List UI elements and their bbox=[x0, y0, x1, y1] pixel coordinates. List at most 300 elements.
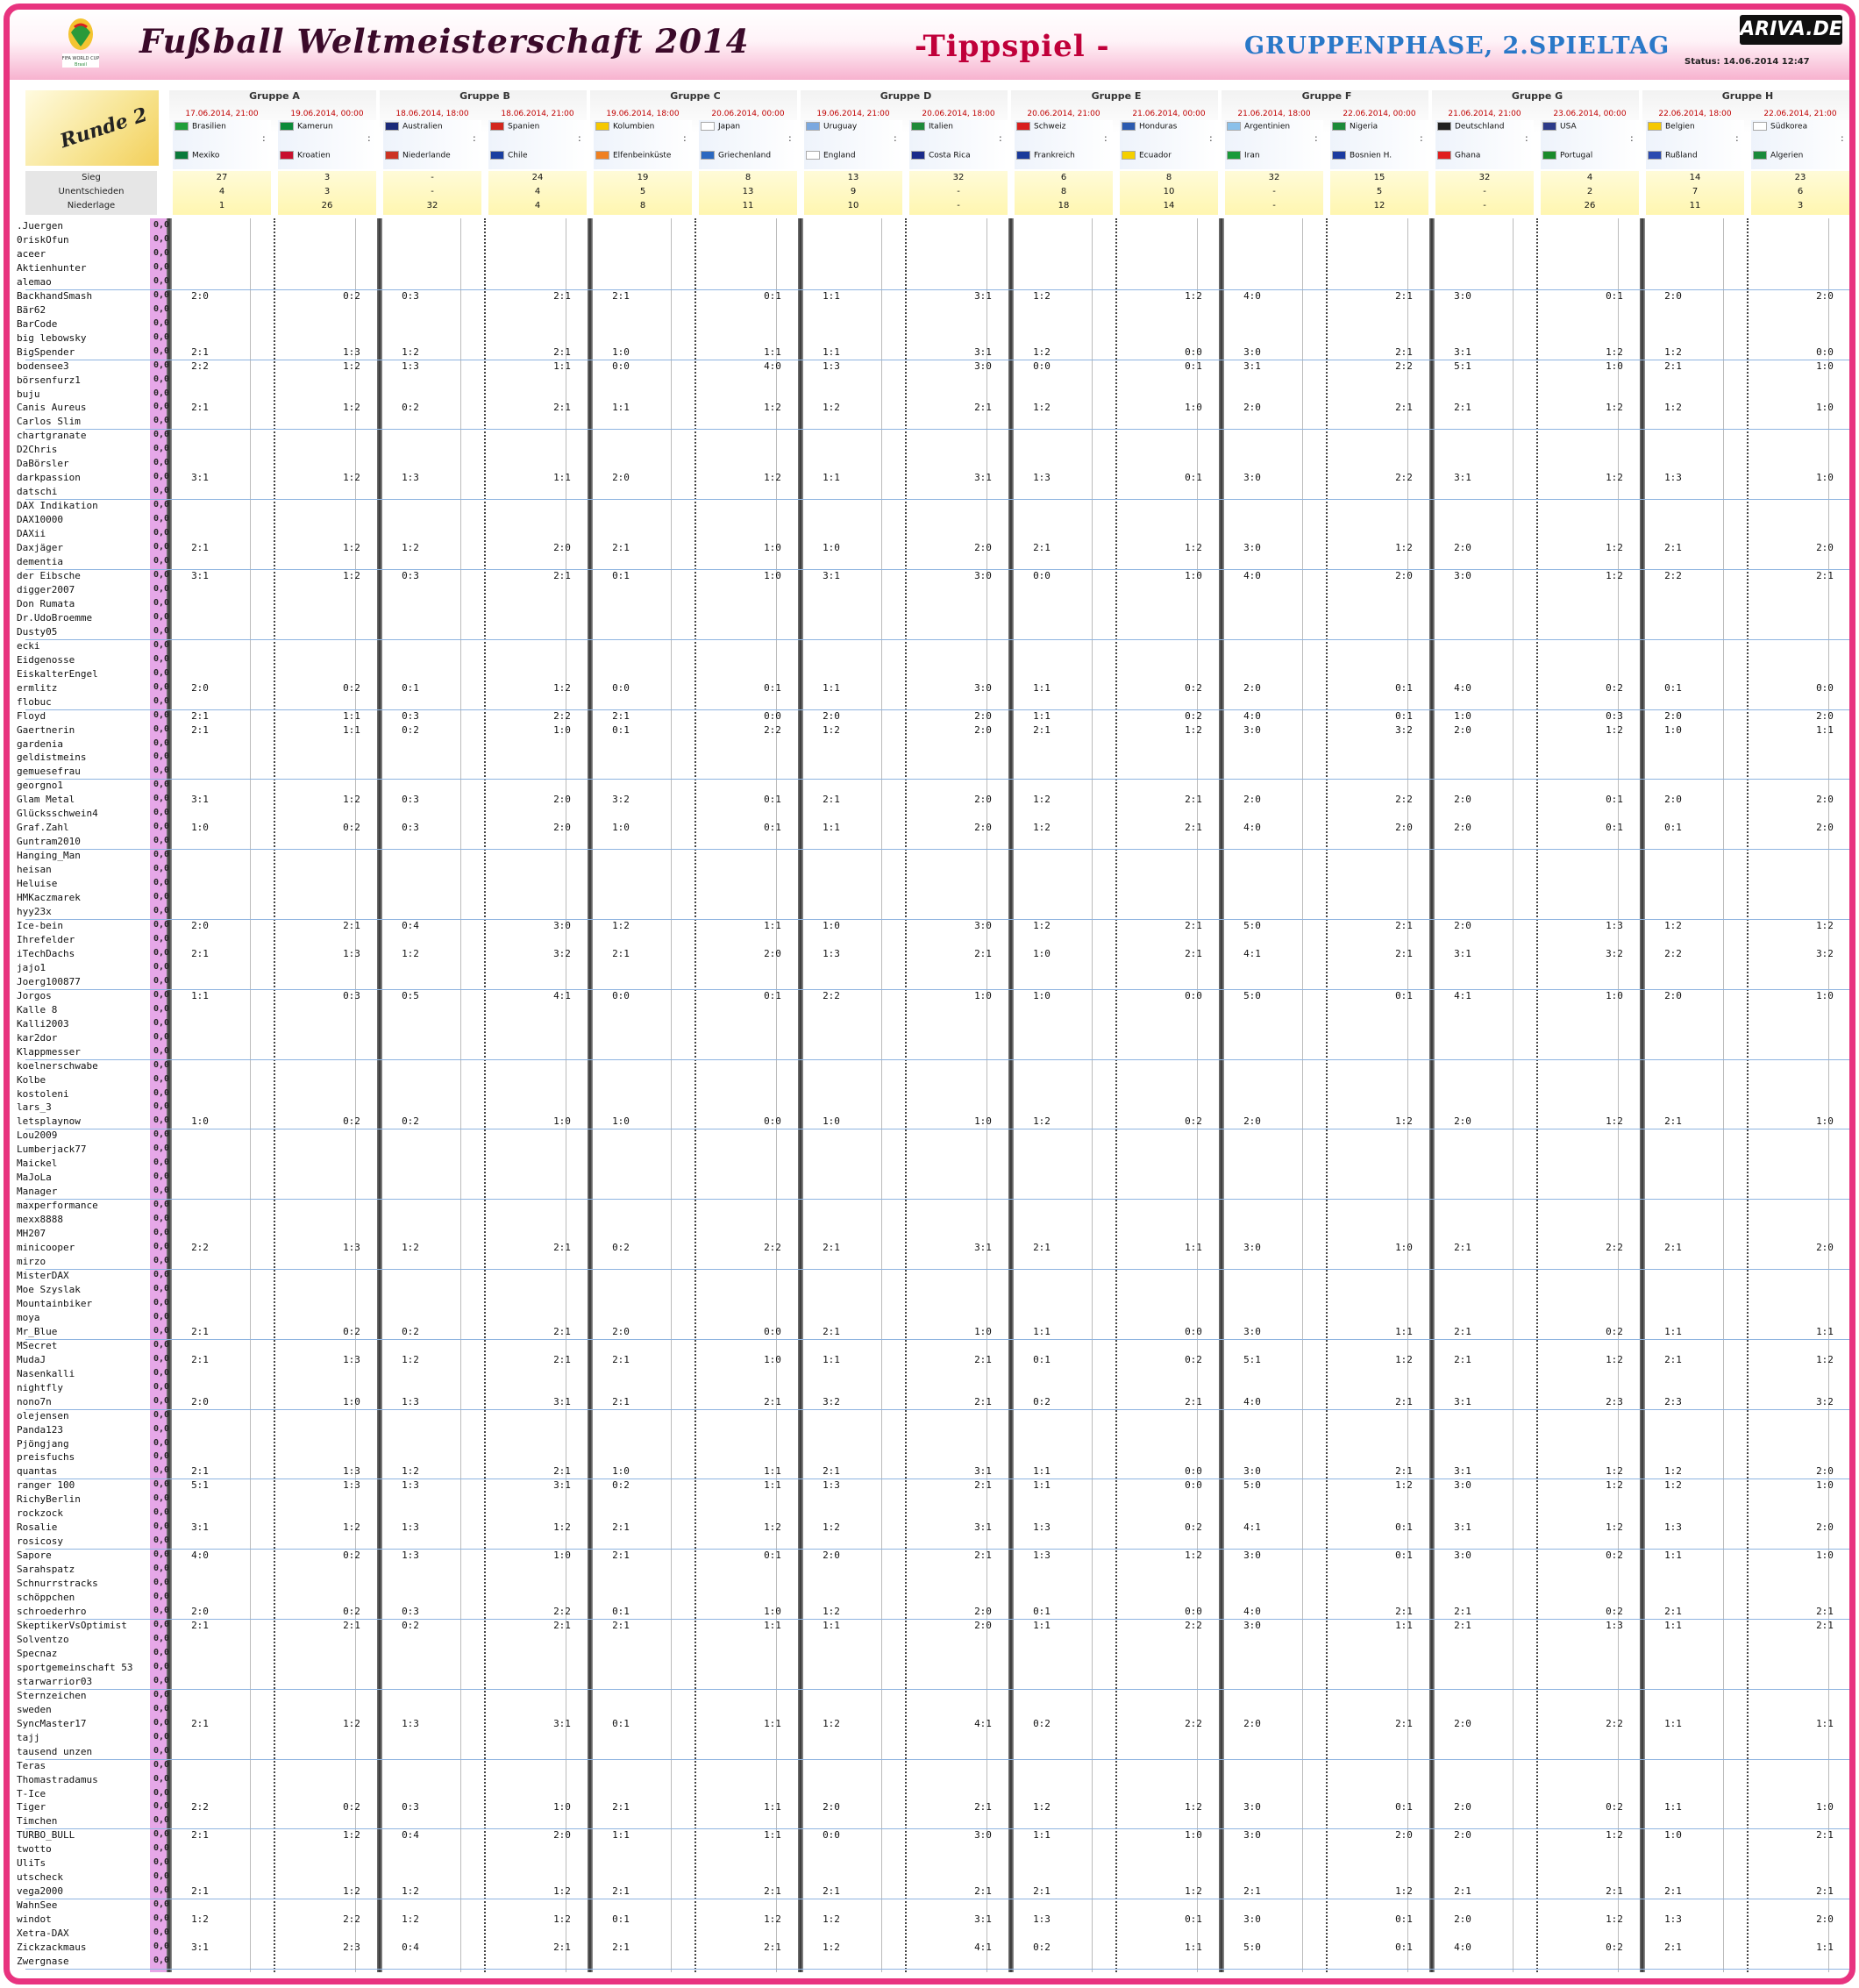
tip-cell: 1:2 bbox=[823, 1717, 840, 1729]
group-label: Gruppe C bbox=[670, 90, 721, 102]
tip-cell: 0:1 bbox=[764, 681, 781, 694]
stat-value: 6 bbox=[1060, 173, 1067, 182]
match-stats bbox=[1015, 171, 1113, 215]
tip-cell: 1:2 bbox=[1033, 1801, 1051, 1813]
stat-value: 4 bbox=[534, 201, 541, 210]
tip-cell: 2:0 bbox=[1454, 723, 1471, 736]
player-points: 0,0 bbox=[153, 430, 169, 440]
team-away: Griechenland bbox=[701, 151, 771, 163]
tip-cell: 5:1 bbox=[1454, 360, 1471, 372]
flag-icon bbox=[911, 122, 925, 131]
tip-cell: 5:0 bbox=[1243, 920, 1261, 931]
tip-cell: 2:1 bbox=[612, 1885, 630, 1898]
player-points: 0,0 bbox=[153, 1270, 169, 1279]
player-points: 0,0 bbox=[153, 374, 169, 384]
tip-cell: 0:1 bbox=[612, 1717, 630, 1729]
player-points: 0,0 bbox=[153, 822, 169, 832]
tip-cell: 0:3 bbox=[343, 989, 360, 1001]
player-name: aceer bbox=[17, 247, 46, 260]
tip-cell: 2:1 bbox=[1454, 1620, 1471, 1631]
row-separator bbox=[25, 1689, 1849, 1690]
tip-cell: 2:0 bbox=[1816, 822, 1834, 834]
tip-cell: 2:2 bbox=[1606, 1717, 1623, 1729]
column-rule bbox=[460, 218, 461, 1972]
flag-icon bbox=[1122, 151, 1136, 160]
team-away: Elfenbeinküste bbox=[595, 151, 671, 163]
player-points: 0,0 bbox=[153, 331, 169, 342]
row-separator bbox=[25, 1549, 1849, 1550]
player-points: 0,0 bbox=[153, 1815, 169, 1826]
tip-cell: 3:0 bbox=[1243, 346, 1261, 358]
row-separator bbox=[25, 1409, 1849, 1410]
tip-cell: 0:2 bbox=[343, 1325, 360, 1337]
player-name: sweden bbox=[17, 1703, 52, 1715]
player-points: 0,0 bbox=[153, 514, 169, 524]
tip-cell: 1:2 bbox=[1606, 402, 1623, 414]
stat-label-win: Sieg bbox=[82, 173, 101, 182]
team-away: Kroatien bbox=[280, 151, 331, 163]
flag-icon bbox=[701, 122, 715, 131]
player-name: darkpassion bbox=[17, 472, 81, 484]
tip-cell: 2:0 bbox=[1243, 681, 1261, 694]
player-name: olejensen bbox=[17, 1409, 69, 1422]
tip-cell: 2:0 bbox=[1816, 1913, 1834, 1926]
tip-cell: 1:2 bbox=[1185, 289, 1202, 302]
match-stats bbox=[1435, 171, 1534, 215]
tip-cell: 2:1 bbox=[191, 1465, 209, 1478]
tip-cell: 1:0 bbox=[612, 1115, 630, 1128]
tip-cell: 0:3 bbox=[1606, 709, 1623, 722]
tip-cell: 2:1 bbox=[823, 794, 840, 806]
match-stats bbox=[1330, 171, 1428, 215]
tip-cell: 2:1 bbox=[191, 1353, 209, 1365]
stat-value: 2 bbox=[1586, 187, 1593, 196]
tip-cell: 1:2 bbox=[1606, 472, 1623, 484]
tip-cell: 2:0 bbox=[612, 472, 630, 484]
tip-cell: 1:2 bbox=[402, 1913, 419, 1926]
player-points: 0,0 bbox=[153, 1759, 169, 1770]
match-date: 22.06.2014, 18:00 bbox=[1658, 110, 1732, 118]
tip-cell: 0:2 bbox=[343, 822, 360, 834]
tip-cell: 1:1 bbox=[823, 346, 840, 358]
player-points: 0,0 bbox=[153, 1311, 169, 1322]
player-points: 0,0 bbox=[153, 1801, 169, 1812]
stat-label-draw: Unentschieden bbox=[58, 187, 125, 196]
tip-cell: 0:2 bbox=[1185, 681, 1202, 694]
tip-cell: 0:2 bbox=[402, 723, 419, 736]
tip-cell: 0:2 bbox=[1185, 709, 1202, 722]
player-name: Klappmesser bbox=[17, 1045, 81, 1058]
player-name: DAX Indikation bbox=[17, 500, 98, 512]
tip-cell: 2:1 bbox=[1395, 346, 1413, 358]
tip-cell: 2:1 bbox=[823, 1242, 840, 1254]
tip-cell: 1:2 bbox=[1033, 794, 1051, 806]
tip-cell: 3:2 bbox=[1816, 1395, 1834, 1407]
tip-cell: 2:1 bbox=[1664, 1606, 1682, 1618]
player-points: 0,0 bbox=[153, 1144, 169, 1154]
player-points: 0,0 bbox=[153, 1829, 169, 1840]
tip-cell: 2:0 bbox=[974, 1606, 992, 1618]
player-name: 0riskOfun bbox=[17, 233, 69, 246]
player-name: heisan bbox=[17, 864, 52, 876]
tip-cell: 1:1 bbox=[1816, 1717, 1834, 1729]
tip-cell: 1:1 bbox=[191, 989, 209, 1001]
tip-cell: 3:1 bbox=[1454, 1521, 1471, 1534]
match-stats bbox=[1646, 171, 1744, 215]
tip-cell: 2:0 bbox=[1816, 794, 1834, 806]
player-name: digger2007 bbox=[17, 583, 75, 595]
tip-cell: 1:2 bbox=[402, 346, 419, 358]
player-points: 0,0 bbox=[153, 989, 169, 1000]
tip-cell: 1:0 bbox=[1816, 472, 1834, 484]
player-points: 0,0 bbox=[153, 947, 169, 958]
tip-cell: 1:3 bbox=[1664, 1913, 1682, 1926]
tip-cell: 3:0 bbox=[1243, 1242, 1261, 1254]
team-home: Australien bbox=[385, 122, 443, 134]
tip-cell: 2:0 bbox=[1454, 794, 1471, 806]
player-points: 0,0 bbox=[153, 1479, 169, 1490]
tip-cell: 0:0 bbox=[764, 709, 781, 722]
tip-cell: 1:0 bbox=[1454, 709, 1471, 722]
player-name: lars_3 bbox=[17, 1101, 52, 1114]
flag-icon bbox=[1753, 122, 1767, 131]
tip-cell: 1:2 bbox=[402, 1353, 419, 1365]
player-name: ecki bbox=[17, 639, 40, 652]
match-separator bbox=[694, 218, 696, 1972]
tip-cell: 3:0 bbox=[1243, 1801, 1261, 1813]
tip-cell: 2:1 bbox=[1185, 822, 1202, 834]
flag-icon bbox=[490, 151, 504, 160]
flag-icon bbox=[806, 151, 820, 160]
tip-cell: 0:0 bbox=[1185, 1606, 1202, 1618]
tip-cell: 2:1 bbox=[1816, 570, 1834, 581]
stat-value: - bbox=[1272, 201, 1276, 210]
player-points: 0,0 bbox=[153, 611, 169, 622]
player-name: Ihrefelder bbox=[17, 933, 75, 945]
player-name: Joerg100877 bbox=[17, 975, 81, 987]
tip-cell: 0:2 bbox=[1185, 1521, 1202, 1534]
column-rule bbox=[1723, 218, 1724, 1972]
player-name: Xetra-DAX bbox=[17, 1927, 69, 1940]
player-name: Solventzo bbox=[17, 1633, 69, 1645]
tip-cell: 1:1 bbox=[1664, 1550, 1682, 1562]
player-points: 0,0 bbox=[153, 1031, 169, 1042]
tip-cell: 0:3 bbox=[402, 1801, 419, 1813]
player-points: 0,0 bbox=[153, 1186, 169, 1196]
tip-cell: 1:2 bbox=[823, 723, 840, 736]
tip-cell: 1:1 bbox=[1033, 1829, 1051, 1842]
flag-icon bbox=[280, 122, 294, 131]
player-name: HMKaczmarek bbox=[17, 892, 81, 904]
flag-icon bbox=[175, 151, 189, 160]
tip-cell: 2:1 bbox=[1395, 402, 1413, 414]
stat-value: 14 bbox=[1163, 201, 1175, 210]
tip-cell: 1:2 bbox=[191, 1913, 209, 1926]
tip-cell: 2:2 bbox=[1395, 794, 1413, 806]
tip-cell: 0:3 bbox=[402, 1606, 419, 1618]
player-points: 0,0 bbox=[153, 1325, 169, 1336]
tip-cell: 1:1 bbox=[1664, 1325, 1682, 1337]
match-stats bbox=[699, 171, 797, 215]
match-date: 18.06.2014, 18:00 bbox=[395, 110, 469, 118]
tip-cell: 1:2 bbox=[1606, 1829, 1623, 1842]
tip-cell: 2:3 bbox=[343, 1942, 360, 1954]
tip-cell: 1:3 bbox=[1033, 1913, 1051, 1926]
vs-colon: : bbox=[894, 132, 897, 144]
tip-cell: 1:2 bbox=[553, 1885, 571, 1898]
player-name: schroederhro bbox=[17, 1606, 87, 1618]
tip-cell: 3:1 bbox=[823, 570, 840, 581]
svg-text:Brasil: Brasil bbox=[75, 62, 87, 68]
tip-cell: 4:0 bbox=[1243, 570, 1261, 581]
tip-cell: 2:2 bbox=[823, 989, 840, 1001]
player-points: 0,0 bbox=[153, 667, 169, 678]
tip-cell: 2:1 bbox=[553, 570, 571, 581]
tip-cell: 0:0 bbox=[1185, 1479, 1202, 1492]
flag-icon bbox=[1016, 122, 1030, 131]
tip-cell: 4:1 bbox=[1454, 989, 1471, 1001]
tip-cell: 1:2 bbox=[1395, 1115, 1413, 1128]
tip-cell: 2:1 bbox=[823, 1885, 840, 1898]
tip-cell: 0:2 bbox=[343, 1801, 360, 1813]
player-points: 0,0 bbox=[153, 681, 169, 692]
tip-cell: 2:1 bbox=[1033, 542, 1051, 554]
player-points: 0,0 bbox=[153, 402, 169, 412]
tip-cell: 2:0 bbox=[191, 289, 209, 302]
tip-cell: 3:0 bbox=[1243, 1325, 1261, 1337]
player-name: Mr_Blue bbox=[17, 1325, 58, 1337]
match-separator bbox=[274, 218, 275, 1972]
tip-cell: 2:1 bbox=[764, 1885, 781, 1898]
tip-cell: 4:0 bbox=[1243, 1395, 1261, 1407]
match-date: 22.06.2014, 21:00 bbox=[1763, 110, 1837, 118]
tip-cell: 1:2 bbox=[1606, 346, 1623, 358]
tip-cell: 1:0 bbox=[1816, 1550, 1834, 1562]
player-name: Tiger bbox=[17, 1801, 46, 1813]
tip-cell: 2:0 bbox=[612, 1325, 630, 1337]
tip-cell: 0:1 bbox=[1395, 1521, 1413, 1534]
ariva-logo[interactable]: ARIVA.DE bbox=[1740, 15, 1842, 45]
tip-cell: 0:2 bbox=[612, 1242, 630, 1254]
player-name: Eidgenosse bbox=[17, 653, 75, 666]
player-name: moya bbox=[17, 1311, 40, 1323]
player-name: Aktienhunter bbox=[17, 261, 87, 274]
tip-cell: 1:0 bbox=[1816, 1479, 1834, 1492]
team-home: USA bbox=[1542, 122, 1577, 134]
tip-cell: 1:0 bbox=[1606, 989, 1623, 1001]
team-home: Belgien bbox=[1648, 122, 1695, 134]
tip-cell: 1:0 bbox=[764, 570, 781, 581]
tip-cell: 2:1 bbox=[1185, 947, 1202, 959]
tip-cell: 2:1 bbox=[612, 1550, 630, 1562]
tip-cell: 2:1 bbox=[823, 1325, 840, 1337]
tip-cell: 2:1 bbox=[974, 1885, 992, 1898]
tip-cell: 0:1 bbox=[1395, 681, 1413, 694]
player-name: Panda123 bbox=[17, 1423, 63, 1436]
tip-cell: 2:1 bbox=[191, 346, 209, 358]
tip-cell: 2:1 bbox=[1395, 947, 1413, 959]
tip-cell: 1:2 bbox=[402, 542, 419, 554]
player-points: 0,0 bbox=[153, 1956, 169, 1966]
match-stats bbox=[909, 171, 1008, 215]
stat-value: 24 bbox=[531, 173, 544, 182]
tip-cell: 0:1 bbox=[612, 570, 630, 581]
group-label: Gruppe H bbox=[1721, 90, 1774, 102]
tip-cell: 1:0 bbox=[612, 822, 630, 834]
stat-value: 18 bbox=[1058, 201, 1070, 210]
tip-cell: 1:1 bbox=[553, 472, 571, 484]
match-stats bbox=[594, 171, 692, 215]
tip-cell: 2:0 bbox=[1395, 1829, 1413, 1842]
tip-cell: 1:2 bbox=[1033, 402, 1051, 414]
tip-cell: 1:2 bbox=[764, 472, 781, 484]
flag-icon bbox=[1122, 122, 1136, 131]
player-points: 0,0 bbox=[153, 1675, 169, 1685]
tip-cell: 0:1 bbox=[1033, 1353, 1051, 1365]
tip-cell: 2:0 bbox=[191, 681, 209, 694]
player-points: 0,0 bbox=[153, 653, 169, 664]
tip-cell: 4:1 bbox=[974, 1942, 992, 1954]
tip-cell: 1:1 bbox=[1395, 1325, 1413, 1337]
tip-cell: 3:0 bbox=[974, 360, 992, 372]
tip-cell: 2:1 bbox=[1454, 1242, 1471, 1254]
tip-cell: 1:2 bbox=[1395, 1353, 1413, 1365]
tip-cell: 1:2 bbox=[1395, 1479, 1413, 1492]
player-name: Rosalie bbox=[17, 1521, 58, 1534]
player-name: DAX10000 bbox=[17, 514, 63, 526]
player-name: hyy23x bbox=[17, 906, 52, 918]
tip-cell: 2:0 bbox=[1816, 1242, 1834, 1254]
player-points: 0,0 bbox=[153, 1843, 169, 1854]
tip-cell: 1:3 bbox=[1033, 472, 1051, 484]
group-label: Gruppe A bbox=[249, 90, 300, 102]
player-name: mirzo bbox=[17, 1256, 46, 1268]
flag-icon bbox=[911, 151, 925, 160]
tip-cell: 2:1 bbox=[612, 947, 630, 959]
player-name: vega2000 bbox=[17, 1885, 63, 1898]
flag-icon bbox=[595, 151, 609, 160]
stat-value: 14 bbox=[1689, 173, 1701, 182]
tip-cell: 3:1 bbox=[191, 794, 209, 806]
player-points: 0,0 bbox=[153, 808, 169, 818]
player-name: SyncMaster17 bbox=[17, 1717, 87, 1729]
vs-colon: : bbox=[999, 132, 1002, 144]
tip-cell: 1:3 bbox=[343, 1353, 360, 1365]
stat-value: 32 bbox=[426, 201, 438, 210]
player-name: gardenia bbox=[17, 737, 63, 750]
player-points: 0,0 bbox=[153, 1731, 169, 1742]
tip-cell: 1:2 bbox=[612, 920, 630, 931]
flag-icon bbox=[1016, 151, 1030, 160]
vs-colon: : bbox=[683, 132, 687, 144]
player-points: 0,0 bbox=[153, 1228, 169, 1238]
row-separator bbox=[25, 639, 1849, 640]
tip-cell: 0:2 bbox=[1185, 1353, 1202, 1365]
flag-icon bbox=[1227, 122, 1241, 131]
player-points: 0,0 bbox=[153, 723, 169, 734]
round-badge bbox=[25, 90, 159, 166]
player-name: Ice-bein bbox=[17, 920, 63, 931]
tip-cell: 2:1 bbox=[191, 1717, 209, 1729]
tip-cell: 1:3 bbox=[1606, 1620, 1623, 1631]
flag-icon bbox=[1648, 122, 1662, 131]
page-frame bbox=[4, 4, 1855, 1984]
team-home: Kamerun bbox=[280, 122, 333, 134]
player-name: windot bbox=[17, 1913, 52, 1926]
flag-icon bbox=[1227, 151, 1241, 160]
tip-cell: 2:0 bbox=[1664, 709, 1682, 722]
tip-cell: 2:0 bbox=[191, 1606, 209, 1618]
stat-value: 13 bbox=[847, 173, 859, 182]
row-separator bbox=[25, 289, 1849, 290]
tip-cell: 0:4 bbox=[402, 1942, 419, 1954]
tip-cell: 0:1 bbox=[1395, 1801, 1413, 1813]
tip-cell: 2:0 bbox=[1243, 1115, 1261, 1128]
player-name: kostoleni bbox=[17, 1087, 69, 1100]
tip-cell: 2:1 bbox=[1816, 1885, 1834, 1898]
tip-cell: 1:1 bbox=[823, 1620, 840, 1631]
tip-cell: 2:0 bbox=[974, 794, 992, 806]
tip-cell: 3:1 bbox=[974, 1913, 992, 1926]
tip-cell: 3:0 bbox=[1454, 289, 1471, 302]
team-away: Mexiko bbox=[175, 151, 219, 163]
tip-cell: 2:0 bbox=[1816, 542, 1834, 554]
player-points: 0,0 bbox=[153, 1395, 169, 1406]
player-points: 0,0 bbox=[153, 1409, 169, 1420]
tip-cell: 1:1 bbox=[1033, 1325, 1051, 1337]
status-timestamp: Status: 14.06.2014 12:47 bbox=[1684, 57, 1810, 67]
tip-cell: 2:1 bbox=[974, 1550, 992, 1562]
tip-cell: 3:0 bbox=[974, 570, 992, 581]
tip-cell: 2:1 bbox=[343, 920, 360, 931]
tip-cell: 1:2 bbox=[402, 947, 419, 959]
player-name: WahnSee bbox=[17, 1899, 58, 1912]
tip-cell: 1:2 bbox=[823, 1942, 840, 1954]
player-points: 0,0 bbox=[153, 906, 169, 916]
tip-cell: 1:1 bbox=[1033, 1465, 1051, 1478]
tip-cell: 3:1 bbox=[553, 1395, 571, 1407]
player-points: 0,0 bbox=[153, 1578, 169, 1588]
player-name: Graf.Zahl bbox=[17, 822, 69, 834]
tip-cell: 0:3 bbox=[402, 822, 419, 834]
tip-cell: 2:1 bbox=[1395, 289, 1413, 302]
player-name: Timchen bbox=[17, 1815, 58, 1828]
player-points: 0,0 bbox=[153, 1129, 169, 1140]
tip-cell: 2:1 bbox=[612, 1521, 630, 1534]
stat-value: 19 bbox=[637, 173, 649, 182]
player-points: 0,0 bbox=[153, 303, 169, 314]
player-points: 0,0 bbox=[153, 975, 169, 986]
tip-cell: 0:3 bbox=[402, 289, 419, 302]
vs-colon: : bbox=[367, 132, 371, 144]
tip-cell: 2:1 bbox=[974, 1479, 992, 1492]
tip-cell: 3:0 bbox=[974, 1829, 992, 1842]
tip-cell: 3:2 bbox=[553, 947, 571, 959]
player-points: 0,0 bbox=[153, 1172, 169, 1182]
tip-cell: 1:0 bbox=[1185, 570, 1202, 581]
team-away: England bbox=[806, 151, 856, 163]
tip-cell: 1:2 bbox=[1033, 346, 1051, 358]
player-points: 0,0 bbox=[153, 360, 169, 370]
player-name: nono7n bbox=[17, 1395, 52, 1407]
tip-cell: 1:2 bbox=[1185, 1801, 1202, 1813]
player-name: georgno1 bbox=[17, 780, 63, 792]
player-name: TURBO_BULL bbox=[17, 1829, 75, 1842]
tip-cell: 1:2 bbox=[764, 1521, 781, 1534]
tip-cell: 1:3 bbox=[1664, 472, 1682, 484]
tip-cell: 2:1 bbox=[612, 1801, 630, 1813]
player-name: Moe Szyslak bbox=[17, 1283, 81, 1295]
